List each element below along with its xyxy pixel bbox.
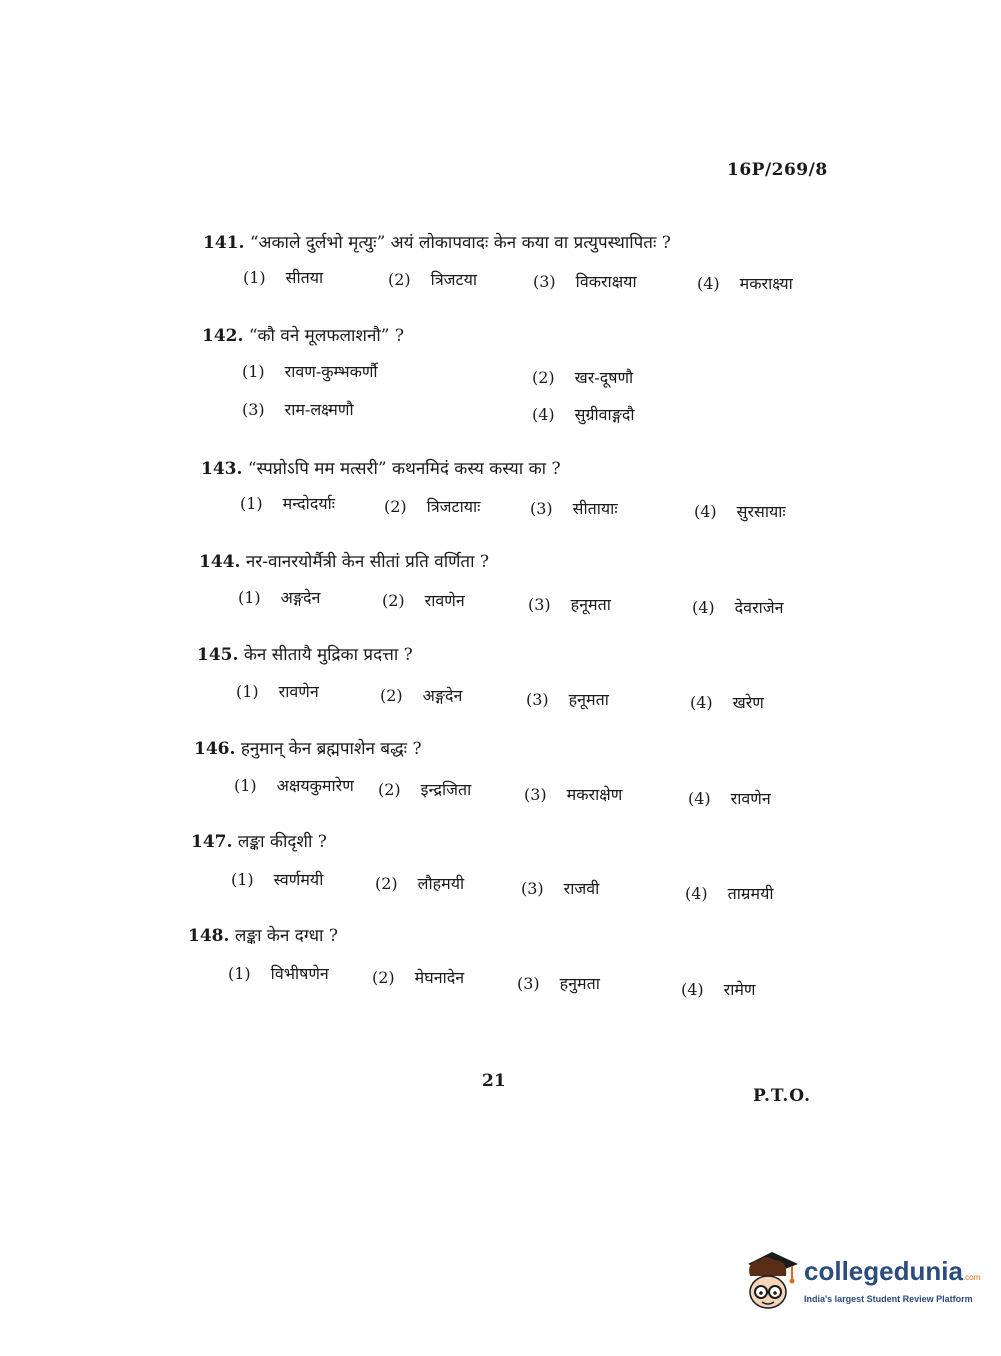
option: (2) मेघनादेन [372, 968, 465, 987]
question-148: 148. लङ्का केन दग्धा ? [188, 926, 338, 946]
question-147: 147. लङ्का कीदृशी ? [191, 832, 327, 852]
option: (3) राम-लक्ष्मणौ [242, 400, 354, 419]
option: (2) त्रिजटायाः [384, 497, 481, 516]
option: (1) मन्दोदर्याः [240, 494, 335, 513]
option: (3) हनूमता [528, 595, 611, 614]
option: (2) त्रिजटया [388, 270, 478, 289]
option: (4) सुग्रीवाङ्गदौ [532, 405, 635, 424]
collegedunia-watermark [742, 1250, 981, 1320]
option: (1) सीतया [243, 268, 324, 287]
option: (3) सीतायाः [530, 499, 618, 518]
page-number: 21 [482, 1071, 506, 1091]
option: (4) रामेण [681, 980, 756, 999]
option: (2) खर-दूषणौ [532, 368, 634, 387]
option: (2) लौहमयी [375, 874, 465, 893]
paper-code: 16P/269/8 [727, 160, 828, 180]
option: (1) अक्षयकुमारेण [234, 776, 354, 795]
question-146: 146. हनुमान् केन ब्रह्मपाशेन बद्धः ? [194, 739, 422, 759]
question-145: 145. केन सीतायै मुद्रिका प्रदत्ता ? [197, 645, 413, 665]
question-144: 144. नर-वानरयोर्मैत्री केन सीतां प्रति वर्णिता ? [199, 552, 490, 572]
option: (1) रावण-कुम्भकर्णौ [242, 362, 378, 381]
option: (1) रावणेन [236, 682, 319, 701]
option: (4) रावणेन [688, 789, 771, 808]
option: (1) विभीषणेन [228, 964, 329, 983]
option: (1) अङ्गदेन [238, 588, 321, 607]
option: (3) राजवी [521, 879, 600, 898]
mascot-icon [742, 1250, 802, 1316]
brand-tagline: India's largest Student Review Platform [804, 1294, 973, 1304]
question-number: 141. [203, 233, 245, 253]
option: (4) खरेण [690, 693, 764, 712]
option: (2) इन्द्रजिता [378, 780, 472, 799]
option: (4) देवराजेन [692, 598, 784, 617]
option: (2) रावणेन [382, 591, 465, 610]
option: (4) सुरसायाः [694, 502, 786, 521]
brand-name: collegedunia.com [804, 1256, 981, 1286]
option: (4) ताम्रमयी [685, 884, 774, 903]
option: (3) हनुमता [517, 974, 600, 993]
option: (4) मकराक्ष्या [697, 274, 793, 293]
question-141 [203, 230, 671, 253]
pto-label: P.T.O. [753, 1086, 811, 1106]
option: (3) मकराक्षेण [524, 785, 623, 804]
option: (1) स्वर्णमयी [231, 870, 324, 889]
option: (3) विकराक्षया [533, 272, 637, 291]
option: (2) अङ्गदेन [380, 686, 463, 705]
question-text: “अकाले दुर्लभो मृत्युः” अयं लोकापवादः केन कया वा प्रत्युपस्थापितः ? [249, 233, 671, 253]
question-143: 143. “स्पप्नोऽपि मम मत्सरी” कथनमिदं कस्य कस्या का ? [201, 459, 561, 479]
option: (3) हनूमता [526, 690, 609, 709]
question-142: 142. “कौ वने मूलफलाशनौ” ? [202, 326, 404, 346]
